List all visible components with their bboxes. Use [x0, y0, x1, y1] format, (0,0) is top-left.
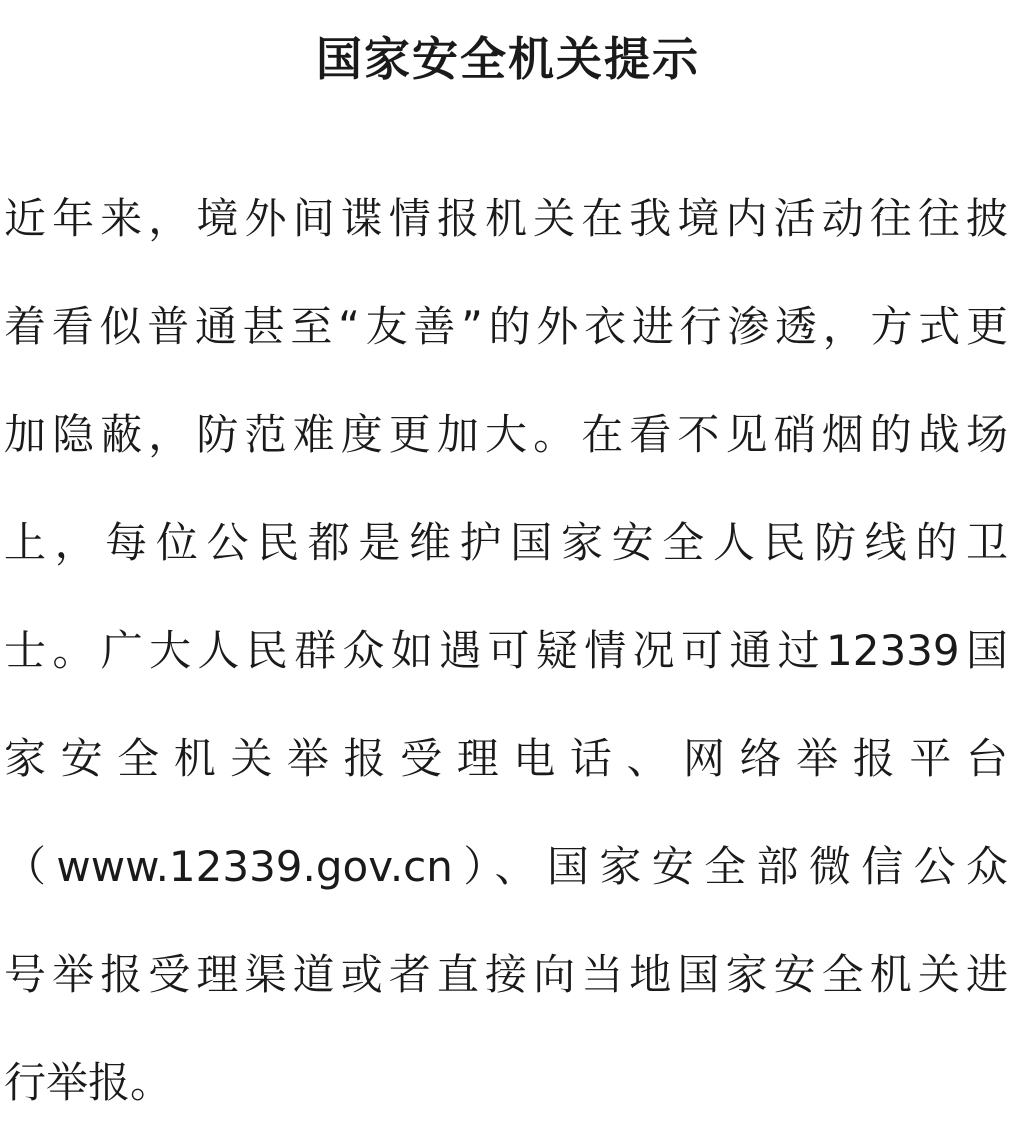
body-line-4: 上，每位公民都是维护国家安全人民防线的卫 [4, 518, 1008, 567]
page-title: 国家安全机关提示 [316, 32, 700, 86]
body-line-2: 着看似普通甚至“友善”的外衣进行渗透，方式更 [4, 302, 1008, 351]
body-line-1: 近年来，境外间谍情报机关在我境内活动往往披 [4, 194, 1008, 243]
body-line-3: 加隐蔽，防范难度更加大。在看不见硝烟的战场 [4, 410, 1008, 459]
body-line-7: （www.12339.gov.cn）、国家安全部微信公众 [4, 842, 1008, 891]
body-line-5: 士。广大人民群众如遇可疑情况可通过12339国 [4, 626, 1008, 675]
body-line-9: 行举报。 [4, 1058, 173, 1107]
body-line-8: 号举报受理渠道或者直接向当地国家安全机关进 [4, 950, 1008, 999]
body-line-6: 家安全机关举报受理电话、网络举报平台 [4, 734, 1008, 783]
notice-body [0, 165, 1016, 1137]
